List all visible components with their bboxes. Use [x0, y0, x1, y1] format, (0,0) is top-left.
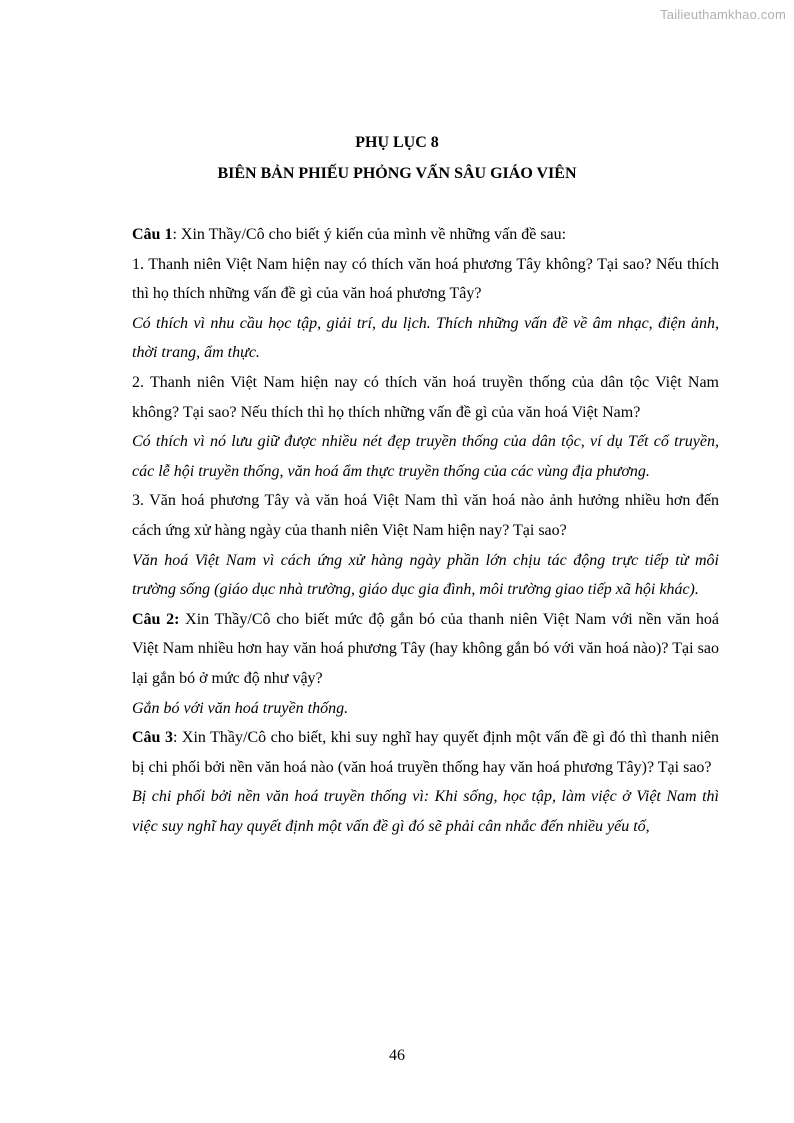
question-1-text: : Xin Thầy/Cô cho biết ý kiến của mình về những vấn đề sau:: [172, 226, 567, 243]
question-3-text: : Xin Thầy/Cô cho biết, khi suy nghĩ hay quyết định một vấn đề gì đó thì thanh niên bị chi phối bởi nền văn hoá nào (văn hoá truyền thống hay văn hoá phương Tây)? Tại sao?: [132, 729, 720, 776]
document-title: BIÊN BẢN PHIẾU PHỎNG VẤN SÂU GIÁO VIÊN: [217, 165, 577, 182]
question-3-label: Câu 3: [132, 729, 173, 747]
answer-1-2: Có thích vì nó lưu giữ được nhiều nét đẹp truyền thống của dân tộc, ví dụ Tết cổ truyền, các lễ hội truyền thống, văn hoá ẩm thực truyền thống của các vùng địa phương.: [132, 433, 719, 480]
watermark: Tailieuthamkhao.com: [660, 7, 786, 22]
question-1-2: 2. Thanh niên Việt Nam hiện nay có thích văn hoá truyền thống của dân tộc Việt Nam không? Tại sao? Nếu thích thì họ thích những vấn đề gì của văn hoá Việt Nam?: [132, 373, 719, 421]
question-1-1: 1. Thanh niên Việt Nam hiện nay có thích văn hoá phương Tây không? Tại sao? Nếu thích thì họ thích những vấn đề gì của văn hoá phương Tây?: [132, 255, 719, 303]
document-body: [132, 220, 719, 841]
answer-1-1: Có thích vì nhu cầu học tập, giải trí, du lịch. Thích những vấn đề về âm nhạc, điện ảnh, thời trang, ẩm thực.: [132, 314, 719, 362]
answer-3: Bị chi phối bởi nền văn hoá truyền thống vì: Khi sống, học tập, làm việc ở Việt Nam thì việc suy nghĩ hay quyết định một vấn đề gì đó sẽ phải cân nhắc đến nhiều yếu tố,: [132, 788, 719, 835]
answer-1-3: Văn hoá Việt Nam vì cách ứng xử hàng ngày phần lớn chịu tác động trực tiếp từ môi trường sống (giáo dục nhà trường, giáo dục gia đình, môi trường giao tiếp xã hội khác).: [132, 551, 719, 599]
question-2: [132, 605, 719, 694]
question-3: [132, 723, 719, 782]
appendix-title: PHỤ LỤC 8: [355, 134, 439, 151]
page-number: 46: [389, 1047, 405, 1064]
question-1: [132, 220, 719, 250]
question-1-label: Câu 1: [132, 226, 173, 243]
question-2-label: Câu 2:: [132, 610, 180, 628]
answer-2: Gắn bó với văn hoá truyền thống.: [132, 699, 349, 717]
question-1-3: 3. Văn hoá phương Tây và văn hoá Việt Nam thì văn hoá nào ảnh hưởng nhiều hơn đến cách ứng xử hàng ngày của thanh niên Việt Nam hiện nay? Tại sao?: [132, 492, 719, 539]
question-2-text: Xin Thầy/Cô cho biết mức độ gắn bó của thanh niên Việt Nam với nền văn hoá Việt Nam nhiều hơn hay văn hoá phương Tây (hay không gắn bó với văn hoá nào)? Tại sao lại gắn bó ở mức độ như vậy?: [132, 610, 720, 687]
